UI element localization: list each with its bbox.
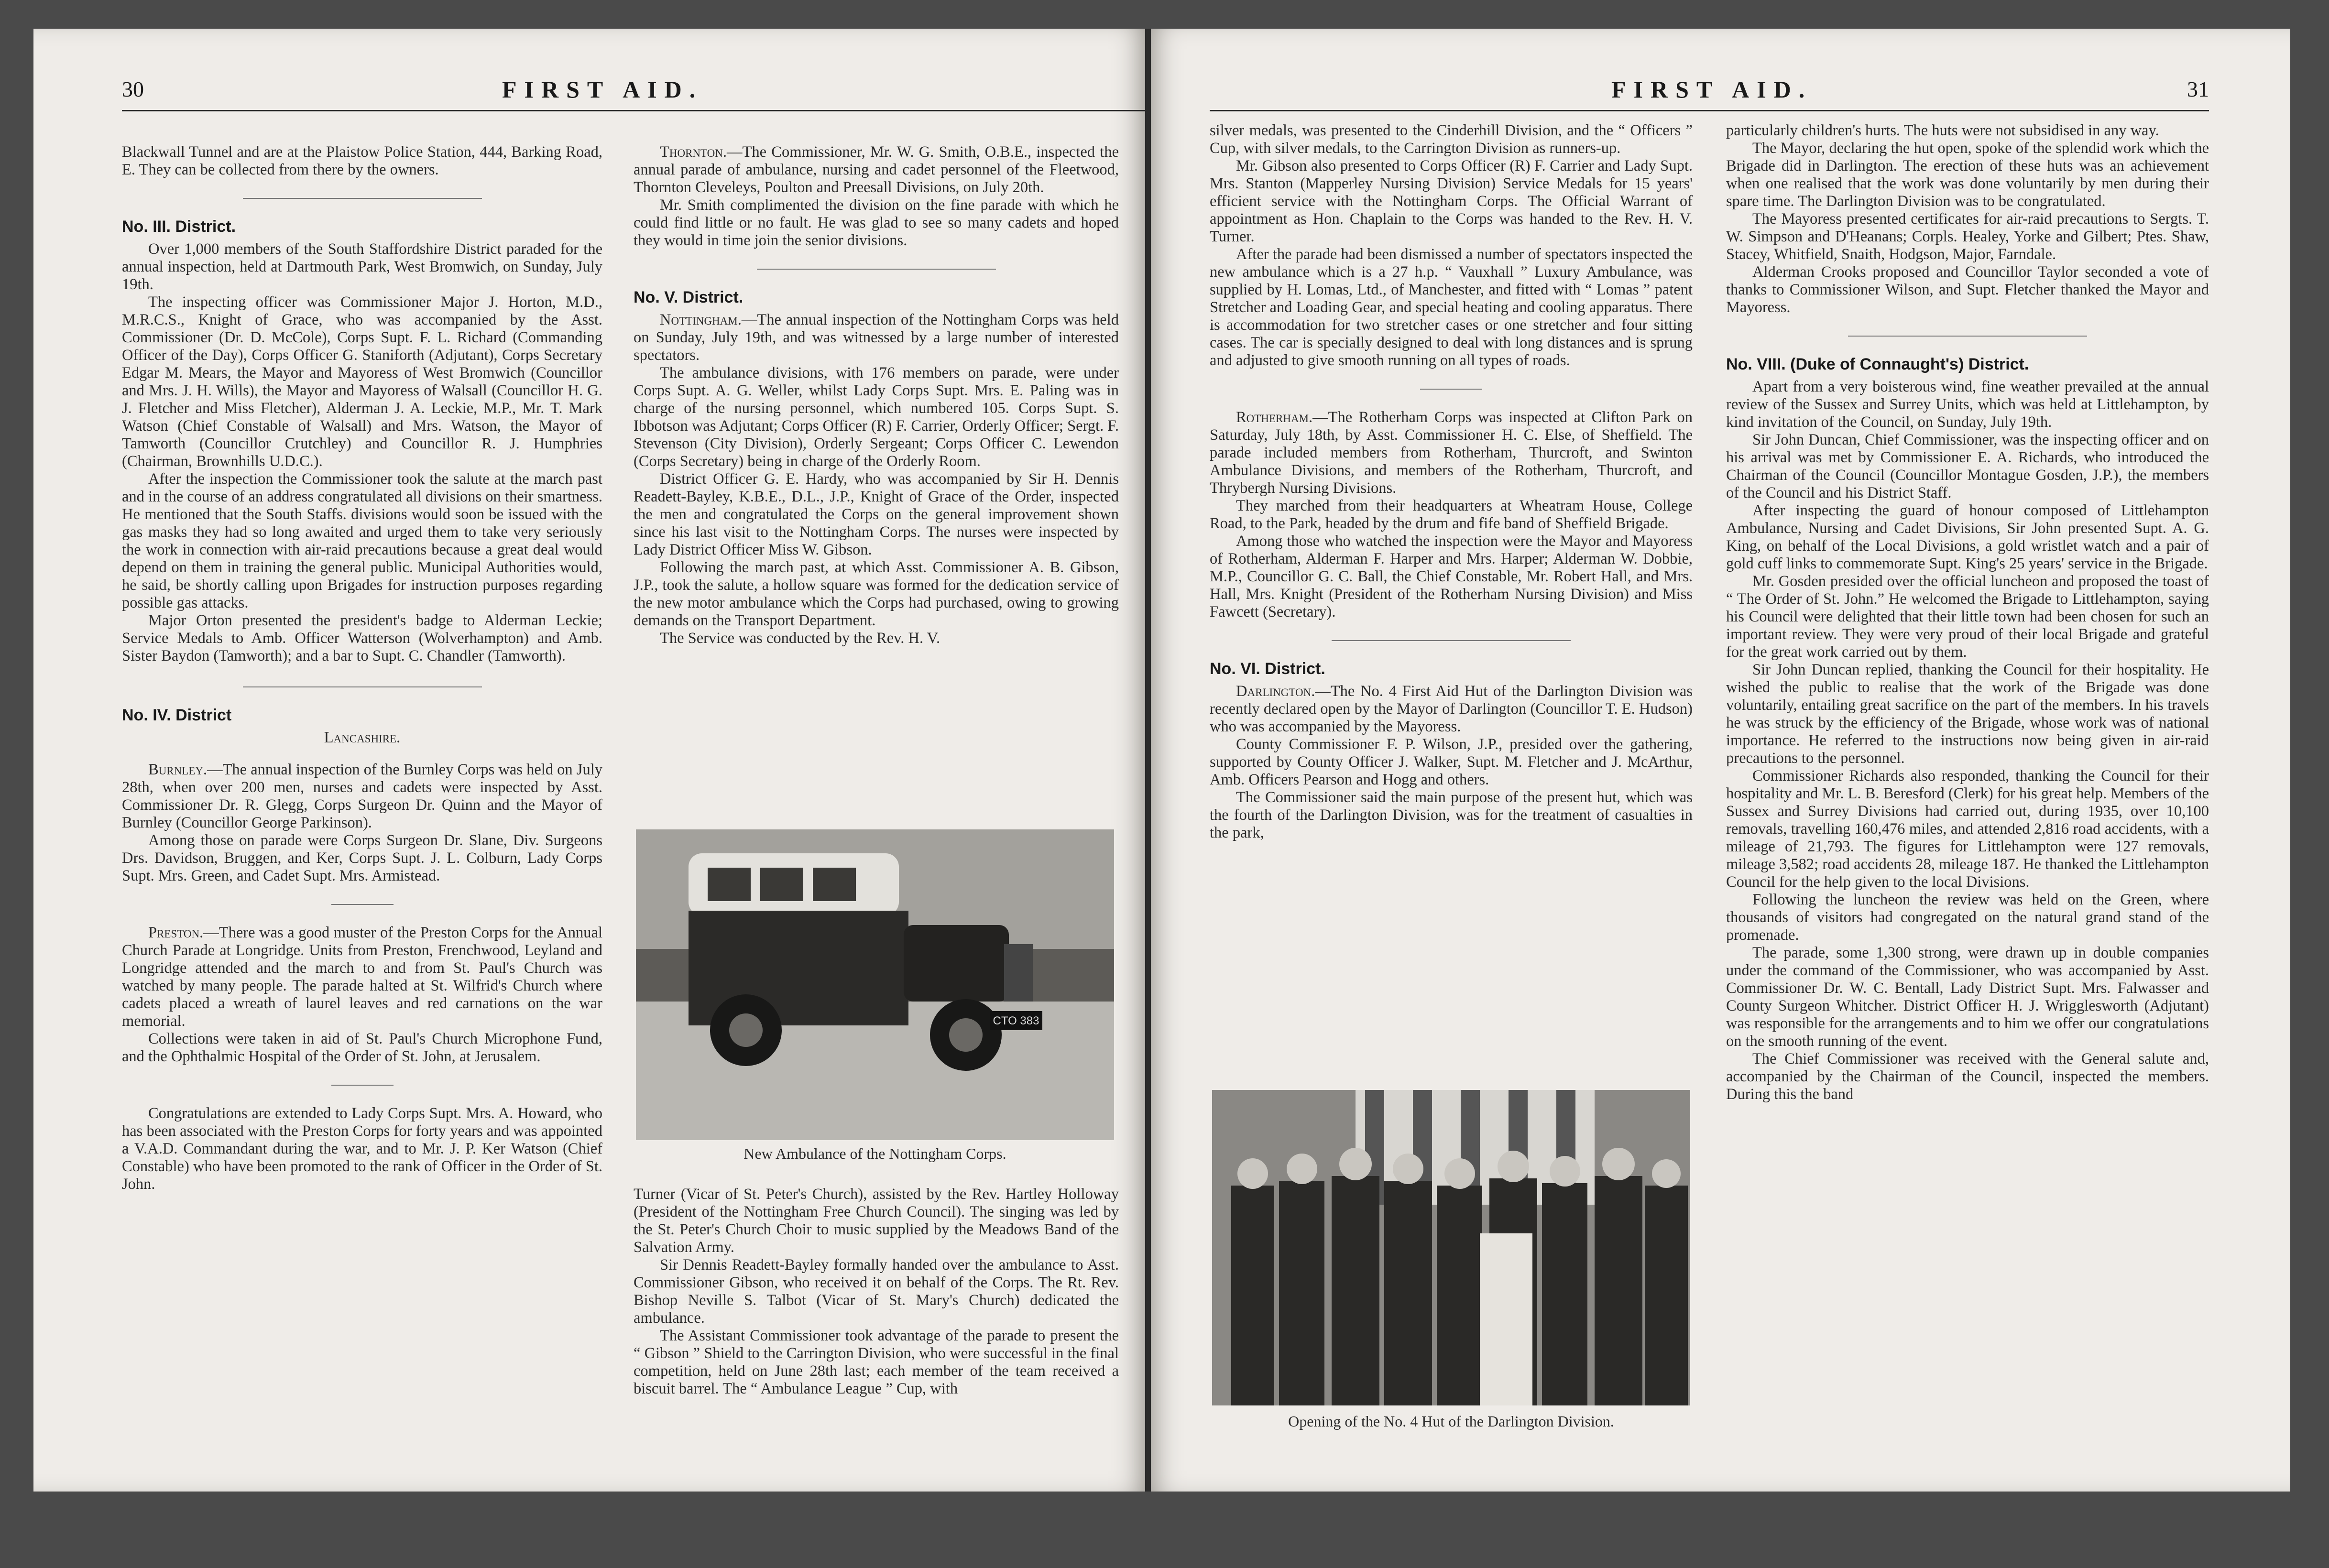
paragraph: The inspecting officer was Commissioner Major J. Horton, M.D., M.R.C.S., Knight of Grace, who was accompanied by the Asst. Commissioner (Dr. D. McCole), Corps Supt. F. L. Richard (Commanding Officer of the Day), Corps Officer G. Staniforth (Adjutant), Corps Secretary Edgar M. Mears, the Mayor and Mayoress of West Bromwich (Councillor and Mrs. J. H. Wills), the Mayor and Mayoress of Walsall (Councillor H. G. J. Fletcher and Miss Fletcher), Alderman J. A. Leckie, M.P., Mr. T. Mark Watson (Chief Constable of Walsall) and Mrs. Watson, the Mayor of Tamworth (Councillor Crutchley) and Councillor R. J. Humphries (Chairman, Brownhills U.D.C.). [122,294,602,470]
spine-gutter [1145,29,1151,1492]
paragraph: The Commissioner said the main purpose of the present hut, which was the fourth of the Darlington Division, was for the treatment of casualties in the park, [1210,789,1693,841]
darlington-photo-caption: Opening of the No. 4 Hut of the Darlington Division. [1288,1413,1614,1430]
section-heading-district-6: No. VI. District. [1210,660,1325,678]
left-column-1 [122,143,602,1193]
paragraph [634,311,1119,364]
paragraph [122,761,602,832]
group-photo-illustration [1212,1090,1690,1405]
paragraph: The Assistant Commissioner took advantage of the parade to present the “ Gibson ” Shield to the Carrington Division, who were successful in the final competition, held on June 28th last; each member of the team received a biscuit barrel. The “ Ambulance League ” Cup, with [634,1327,1119,1397]
section-heading-district-4: No. IV. District [122,706,232,724]
divider [1332,640,1571,641]
paragraph: Among those on parade were Corps Surgeon Dr. Slane, Div. Surgeons Drs. Davidson, Bruggen, and Ker, Corps Supt. J. L. Colburn, Lady Corps Supt. Mrs. Green, and Cadet Supt. Mrs. Armistead. [122,832,602,884]
place-lead: Preston. [148,924,204,941]
place-lead: Darlington. [1236,683,1315,700]
paragraph: The Mayor, declaring the hut open, spoke of the splendid work which the Brigade did in Darlington. The erection of these huts was an achievement when one realised that the work was done voluntarily by men during their spare time. The Darlington Division was to be congratulated. [1726,140,2209,210]
paragraph: After the parade had been dismissed a number of spectators inspected the new ambulance which is a 27 h.p. “ Vauxhall ” Luxury Ambulance, was supplied by H. Lomas, Ltd., of Manchester, and fitted with “ Lomas ” patent Stretcher and Loading Gear, and special heating and cooling apparatus. There is accommodation for two stretcher cases or one stretcher and four sitting cases. The car is specially designed to deal with long distances and is sprung and adjusted to give smooth running on all types of roads. [1210,246,1693,369]
paragraph: District Officer G. E. Hardy, who was accompanied by Sir H. Dennis Readett-Bayley, K.B.E., D.L., J.P., Knight of Grace of the Order, inspected the men and congratulated the Corps on the general improvement shown since his last visit to the Nottingham Corps. The nurses were inspected by Lady District Officer Miss W. Gibson. [634,470,1119,558]
paragraph: Sir John Duncan, Chief Commissioner, was the inspecting officer and on his arrival was met by Commissioner E. A. Richards, who introduced the Chairman of the Council (Councillor Montague Gosden, J.P.), the members of the Council and his District Staff. [1726,431,2209,501]
paragraph: Following the luncheon the review was held on the Green, where thousands of visitors had congregated on the natural grand stand of the promenade. [1726,891,2209,944]
paragraph-text: —The Rotherham Corps was inspected at Clifton Park on Saturday, July 18th, by Asst. Commissioner H. C. Else, of Sheffield. The parade included members from Rotherham, Thurcroft, and Swinton Ambulance Divisions, and members of the Rotherham, Thurcroft, and Thrybergh Nursing Divisions. [1210,409,1693,497]
paragraph [122,924,602,1030]
paragraph: The ambulance divisions, with 176 members on parade, were under Corps Supt. A. G. Weller, whilst Lady Corps Supt. Mrs. E. Paling was in charge of the nursing personnel, which numbered 105. Corps Supt. S. Ibbotson was Adjutant; Corps Officer (R) F. Carrier, Orderly Officer; Sergt. F. Stevenson (City Division), Orderly Sergeant; Corps Officer C. Lewendon (Corps Secretary) being in charge of the Orderly Room. [634,364,1119,470]
right-page-number: 31 [2187,77,2209,101]
paragraph: Major Orton presented the president's badge to Alderman Leckie; Service Medals to Amb. Officer Watterson (Wolverhampton) and Amb. Sister Baydon (Tamworth); and a bar to Supt. C. Chandler (Tamworth). [122,612,602,664]
divider [243,198,482,199]
ambulance-photo-caption: New Ambulance of the Nottingham Corps. [744,1145,1006,1162]
paragraph: County Commissioner F. P. Wilson, J.P., presided over the gathering, supported by County Officer J. Walker, Supt. M. Fletcher and J. McArthur, Amb. Officers Pearson and Hogg and others. [1210,736,1693,788]
paragraph: They marched from their headquarters at Wheatram House, College Road, to the Park, headed by the drum and fife band of Sheffield Brigade. [1210,497,1693,532]
paragraph: Alderman Crooks proposed and Councillor Taylor seconded a vote of thanks to Commissioner Wilson, and Supt. Fletcher thanked the Mayor and Mayoress. [1726,263,2209,316]
divider [331,904,394,905]
license-plate: CTO 383 [993,1014,1039,1027]
paragraph-text: —The Commissioner, Mr. W. G. Smith, O.B.E., inspected the annual parade of ambulance, nursing and cadet personnel of the Fleetwood, Thornton Cleveleys, Poulton and Preesall Divisions, on July 20th. [634,143,1119,196]
paragraph-text: —The annual inspection of the Nottingham Corps was held on Sunday, July 19th, and was witnessed by a large number of interested spectators. [634,311,1119,364]
paragraph: Blackwall Tunnel and are at the Plaistow Police Station, 444, Barking Road, E. They can be collected from there by the owners. [122,143,602,178]
place-lead: Nottingham. [660,311,742,328]
section-heading-district-3: No. III. District. [122,218,236,236]
paragraph: After the inspection the Commissioner took the salute at the march past and in the course of an address congratulated all divisions on their smartness. He mentioned that the South Staffs. divisions would soon be issued with the gas masks they had so long awaited and urged them to take very seriously the work in connection with air-raid precautions because a great deal would depend on them in training the general public. Municipal Authorities would, he said, be shortly calling upon Brigades for instruction purposes regarding possible gas attacks. [122,470,602,611]
place-lead: Burnley. [148,761,208,778]
paragraph: Mr. Gosden presided over the official luncheon and proposed the toast of “ The Order of St. John.” He welcomed the Brigade to Littlehampton, saying his Council were delighted that their little town had been chosen for such an important review. They were very proud of their local Brigade and grateful for the great work carried out by them. [1726,573,2209,661]
place-lead: Rotherham. [1236,409,1313,426]
paragraph [1210,683,1693,736]
divider [1420,389,1482,390]
left-running-title: FIRST AID. [502,76,703,103]
paragraph: Congratulations are extended to Lady Corps Supt. Mrs. A. Howard, who has been associated with the Preston Corps for forty years and was appointed a V.A.D. Commandant during the war, and to Mr. J. P. Ker Watson (Chief Constable) who have been promoted to the rank of Officer in the Order of St. John. [122,1105,602,1193]
section-heading-district-8: No. VIII. (Duke of Connaught's) District. [1726,355,2029,373]
paragraph: The Chief Commissioner was received with the General salute and, accompanied by the Chairman of the Council, inspected the members. During this the band [1726,1050,2209,1103]
paragraph [1210,409,1693,497]
divider [331,1085,394,1086]
divider [1848,336,2087,337]
paragraph: Turner (Vicar of St. Peter's Church), assisted by the Rev. Hartley Holloway (President of the Nottingham Free Church Council). The singing was led by the St. Peter's Church Choir to music supplied by the Meadows Band of the Salvation Army. [634,1186,1119,1256]
paragraph-text: —The No. 4 First Aid Hut of the Darlington Division was recently declared open by the Mayor of Darlington (Councillor T. E. Hudson) who was accompanied by the Mayoress. [1210,683,1693,735]
paragraph: After inspecting the guard of honour composed of Littlehampton Ambulance, Nursing and Cadet Divisions, Sir John presented Supt. A. G. King, on behalf of the Local Divisions, a gold wristlet watch and a pair of gold cuff links to commemorate Supt. King's 25 years' service in the Brigade. [1726,502,2209,572]
right-column-2 [1726,122,2209,1103]
paragraph-text: —The annual inspection of the Burnley Corps was held on July 28th, when over 200 men, nurses and cadets were inspected by Asst. Commissioner Dr. R. Glegg, Corps Surgeon Dr. Quinn and the Mayor of Burnley (Councillor George Parkinson). [122,761,602,831]
darlington-hut-photo [1212,1090,1690,1405]
left-column-2-top [634,143,1119,647]
divider [243,686,482,687]
paragraph: Sir Dennis Readett-Bayley formally handed over the ambulance to Asst. Commissioner Gibson, who received it on behalf of the Corps. The Rt. Rev. Bishop Neville S. Talbot (Vicar of St. Mary's Church) dedicated the ambulance. [634,1256,1119,1327]
paragraph: particularly children's hurts. The huts were not subsidised in any way. [1726,122,2159,139]
paragraph: Sir John Duncan replied, thanking the Council for their hospitality. He wished the public to realise that the work of the Brigade was done voluntarily, entailing great sacrifice on the part of the members. In his travels he was struck by the efficiency of the Brigade, whose work was of national importance. He referred to the instructions now being given in air-raid precautions to the personnel. [1726,661,2209,767]
paragraph: The Mayoress presented certificates for air-raid precautions to Sergts. T. W. Simpson and D'Heanans; Corpls. Healey, Yorke and Gilbert; Ptes. Shaw, Stacey, Whitfield, Snaith, Hodgson, Major, Farndale. [1726,210,2209,263]
paragraph: Apart from a very boisterous wind, fine weather prevailed at the annual review of the Sussex and Surrey Units, which was held at Littlehampton, by kind invitation of the Council, on Sunday, July 19th. [1726,378,2209,431]
paragraph [634,143,1119,196]
left-page-number: 30 [122,77,144,101]
paragraph: Collections were taken in aid of St. Paul's Church Microphone Fund, and the Ophthalmic Hospital of the Order of St. John, at Jerusalem. [122,1030,602,1065]
paragraph: Mr. Smith complimented the division on the fine parade with which he could find little or no fault. He was glad to see so many cadets and hoped they would in time join the senior divisions. [634,196,1119,249]
paragraph: The parade, some 1,300 strong, were drawn up in double companies under the command of the Commissioner, who was accompanied by Asst. Commissioner Dr. W. C. Bentall, Lady District Supt. Mrs. Falwasser and County Surgeon Whitcher. District Officer H. J. Wrigglesworth (Adjutant) was responsible for the arrangements and to him we offer our congratulations on the smooth running of the event. [1726,944,2209,1050]
paragraph: silver medals, was presented to the Cinderhill Division, and the “ Officers ” Cup, with silver medals, to the Carrington Division as runners-up. [1210,122,1693,157]
place-lead: Thornton. [660,143,727,161]
left-column-2-bottom [634,1186,1119,1398]
ambulance-illustration [636,829,1114,1140]
paragraph: Mr. Gibson also presented to Corps Officer (R) F. Carrier and Lady Supt. Mrs. Stanton (Mapperley Nursing Division) Service Medals for 15 years' efficient service with the Nottingham Corps. The Official Warrant of appointment as Hon. Chaplain to the Corps was handed to the Rev. H. V. Turner. [1210,157,1693,245]
divider [757,269,996,270]
paragraph: Following the march past, at which Asst. Commissioner A. B. Gibson, J.P., took the salute, a hollow square was formed for the dedication service of the new motor ambulance which the Corps had purchased, owing to growing demands on the Transport Department. [634,559,1119,629]
right-page-header [1210,72,2209,111]
right-running-title: FIRST AID. [1611,76,1813,103]
paragraph: Over 1,000 members of the South Staffordshire District paraded for the annual inspection, held at Dartmouth Park, West Bromwich, on Sunday, July 19th. [122,240,602,293]
right-column-1 [1210,122,1693,842]
subheading-lancashire: Lancashire. [324,729,401,746]
paragraph-text: —There was a good muster of the Preston Corps for the Annual Church Parade at Longridge. Units from Preston, Frenchwood, Leyland and Longridge attended and the march to and from St. Paul's Church was watched by many people. The parade halted at St. Wilfrid's Church where cadets placed a wreath of laurel leaves and red carnations on the war memorial. [122,924,602,1030]
section-heading-district-5: No. V. District. [634,288,744,306]
left-page-header [122,72,1145,111]
paragraph: Commissioner Richards also responded, thanking the Council for their hospitality and Mr. L. B. Beresford (Clerk) for his great help. Members of the Sussex and Surrey Divisions had carried out, during 1935, over 10,100 removals, travelling 160,476 miles, and attended 2,816 road accidents, with a mileage of 21,793. The figures for Littlehampton were 127 removals, mileage 3,582; road accidents 28, mileage 187. He thanked the Littlehampton Council for the help given to the local Divisions. [1726,767,2209,891]
paragraph: Among those who watched the inspection were the Mayor and Mayoress of Rotherham, Alderman F. Harper and Mrs. Harper; Alderman W. Dobbie, M.P., Councillor G. C. Ball, the Chief Constable, Mr. Robert Hall, and Mrs. Hall, Mrs. Knight (President of the Rotherham Nursing Division) and Miss Fawcett (Secretary). [1210,533,1693,621]
ambulance-photo [636,829,1114,1140]
paragraph: The Service was conducted by the Rev. H. V. [660,630,940,647]
